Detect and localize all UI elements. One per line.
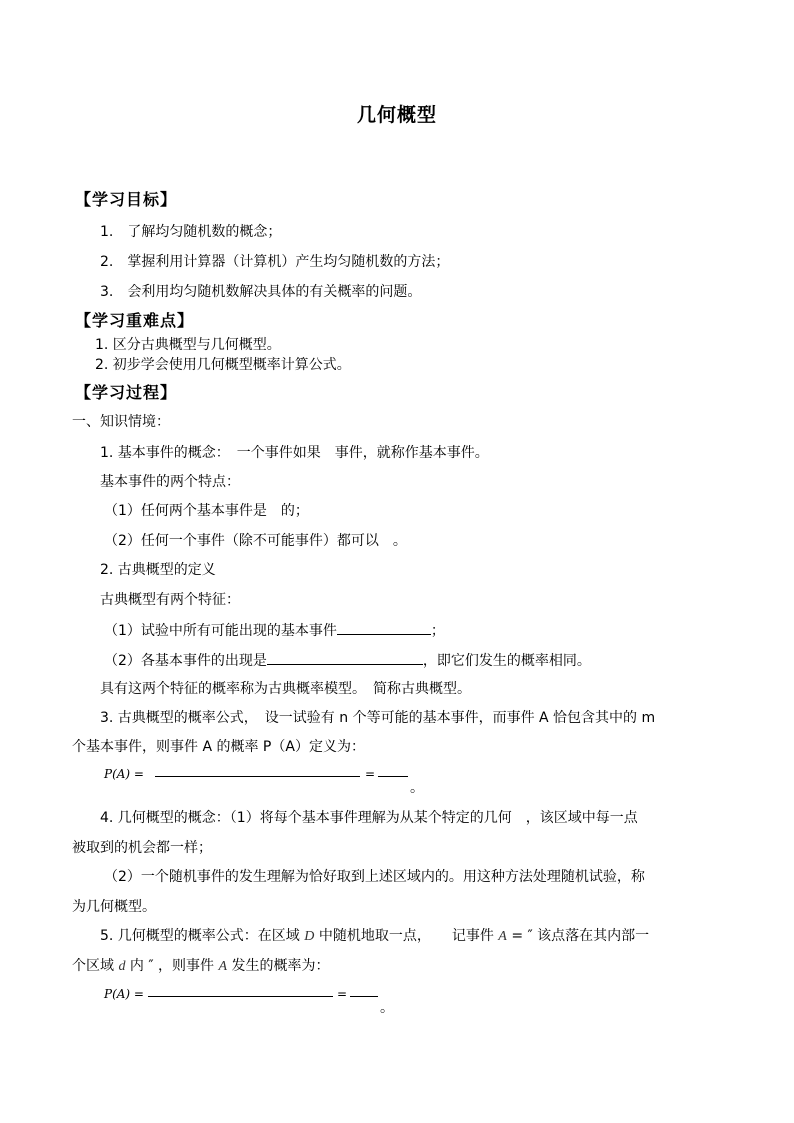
geometric-formula	[104, 987, 144, 1001]
formula-fraction-bar-short-2	[350, 996, 378, 997]
basic-event-definition: 1. 基本事件的概念： 一个事件如果 事件，就称作基本事件。	[100, 445, 489, 461]
process-heading: 【学习过程】	[75, 383, 178, 402]
geometric-formula-text-f: 发生的概率为：	[231, 958, 330, 974]
classical-feature-1-end: ；	[430, 623, 445, 639]
formula-fraction-bar	[155, 776, 360, 777]
classical-feature-1-text: （1）试验中所有可能出现的基本事件	[104, 623, 337, 639]
basic-event-feature-2: （2）任何一个事件（除不可能事件）都可以 。	[104, 533, 407, 549]
key-points-heading: 【学习重难点】	[75, 311, 195, 330]
geometric-formula-text-e: 内 ″ ，则事件	[129, 958, 215, 974]
basic-event-feature-1: （1）任何两个基本事件是 的；	[104, 503, 309, 519]
objective-item-2: 2. 掌握利用计算器（计算机）产生均匀随机数的方法；	[100, 254, 450, 270]
classical-formula	[104, 767, 144, 781]
classical-feature-2-text: （2）各基本事件的出现是	[104, 653, 267, 669]
event-A-symbol-2: A	[218, 959, 228, 974]
objective-item-1: 1. 了解均匀随机数的概念；	[100, 224, 282, 240]
formula-end: 。	[410, 780, 424, 796]
fill-blank	[337, 620, 431, 635]
geometric-concept-line-2: 被取到的机会都一样；	[72, 840, 212, 856]
basic-event-features-label: 基本事件的两个特点：	[100, 474, 240, 490]
geometric-concept-line-1: 4. 几何概型的概念：（1）将每个基本事件理解为从某个特定的几何 ，该区域中每一点	[100, 810, 638, 826]
formula-label-2: P(A) =	[104, 987, 144, 1001]
key-point-item-1: 1. 区分古典概型与几何概型。	[95, 337, 281, 353]
classical-model-definition-label: 2. 古典概型的定义	[100, 562, 216, 578]
page-title: 几何概型	[356, 104, 437, 126]
objective-item-3: 3. 会利用均匀随机数解决具体的有关概率的问题。	[100, 284, 422, 300]
classical-features-label: 古典概型有两个特征：	[100, 592, 240, 608]
geometric-formula-text-a: 5. 几何概型的概率公式：在区域	[100, 928, 300, 944]
formula-equals: =	[365, 767, 376, 781]
formula-fraction-bar-2	[148, 996, 333, 997]
key-point-item-2: 2. 初步学会使用几何概型概率计算公式。	[95, 357, 351, 373]
region-D-symbol: D	[304, 929, 315, 944]
region-d-symbol: d	[118, 959, 126, 974]
formula-fraction-bar-short	[378, 776, 408, 777]
geometric-formula-text-b: 中随机地取一点， 记事件	[318, 928, 494, 944]
classical-feature-1	[104, 620, 445, 641]
formula-equals-2: =	[337, 987, 348, 1001]
geometric-concept-2-line-1: （2）一个随机事件的发生理解为恰好取到上述区域内的。用这种方法处理随机试验，称	[104, 869, 645, 885]
geometric-formula-text-d: 个区域	[72, 958, 114, 974]
classical-feature-2-end: ，即它们发生的概率相同。	[422, 653, 591, 669]
part-one-heading: 一、知识情境：	[72, 414, 170, 430]
formula-end-2: 。	[380, 1000, 394, 1016]
classical-formula-line-2: 个基本事件，则事件 A 的概率 P（A）定义为：	[72, 739, 365, 755]
fill-blank	[267, 650, 423, 665]
classical-feature-2	[104, 650, 591, 671]
geometric-formula-line-1	[100, 926, 649, 947]
geometric-formula-text-c: = ″ 该点落在其内部一	[511, 928, 650, 944]
formula-label: P(A) =	[104, 767, 144, 781]
geometric-concept-2-line-2: 为几何概型。	[72, 899, 156, 915]
event-A-symbol: A	[498, 929, 507, 944]
objectives-heading: 【学习目标】	[75, 190, 178, 209]
geometric-formula-line-2	[72, 956, 330, 977]
classical-formula-line-1: 3. 古典概型的概率公式， 设一试验有 n 个等可能的基本事件，而事件 A 恰包含其中的 m	[100, 710, 656, 726]
classical-model-summary: 具有这两个特征的概率称为古典概率模型。 简称古典概型。	[100, 681, 471, 697]
